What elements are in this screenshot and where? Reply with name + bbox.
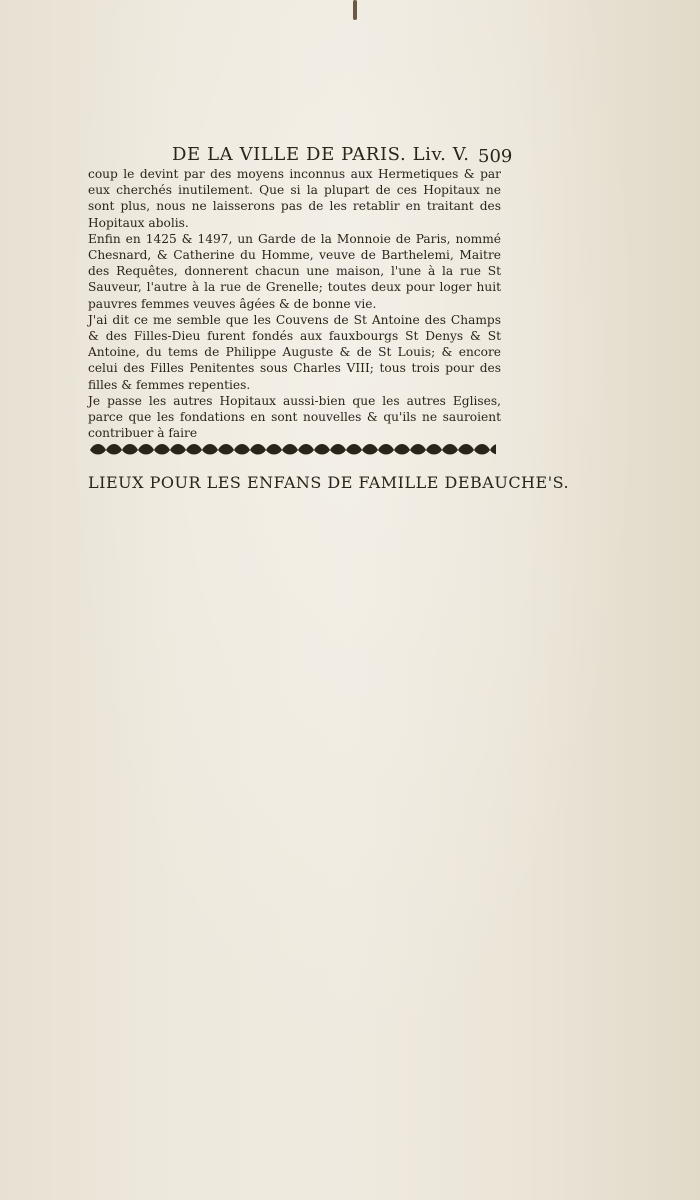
ornament-block [378,444,426,455]
decorative-band [88,434,496,462]
ornament-block [234,444,282,455]
previous-section-text [88,166,501,441]
paragraph: Je passe les autres Hopitaux aussi-bien que les autres Eglises, parce que les fondations en sont nouvelles & qu'ils ne sauroient contribuer à faire [88,393,501,441]
running-head: DE LA VILLE DE PARIS. Liv. V. [172,144,470,165]
page-header [88,144,514,166]
page-mark [353,0,357,20]
ornament-block [138,444,186,455]
ornament-block [426,444,474,455]
paragraph: J'ai dit ce me semble que les Couvens de St Antoine des Champs & des Filles-Dieu furent fondés aux fauxbourgs St Denys & St Antoine, du tems de Philippe Auguste & de St Louis; & encore celui des Filles Penitentes sous Charles VIII; tous trois pour des filles & femmes repenties. [88,312,501,392]
ornament-block [474,444,496,455]
paragraph: Enfin en 1425 & 1497, un Garde de la Monnoie de Paris, nommé Chesnard, & Catherine du Homme, veuve de Barthelemi, Maitre des Requêtes, donnerent chacun une maison, l'une à la rue St Sauveur, l'autre à la rue de Grenelle; toutes deux pour loger huit pauvres femmes veuves âgées & de bonne vie. [88,231,501,311]
ornament-block [90,444,138,455]
paragraph: coup le devint par des moyens inconnus aux Hermetiques & par eux cherchés inutilement. Que si la plupart de ces Hopitaux ne sont plus, nous ne laisserons pas de les retablir en traitant des Hopitaux abolis. [88,167,501,230]
ornament-block [282,444,330,455]
ornament-block [330,444,378,455]
page-number: 509 [478,146,513,167]
ornament-block [186,444,234,455]
section-heading: LIEUX POUR LES ENFANS DE FAMILLE DEBAUCHE'S. [88,473,570,492]
